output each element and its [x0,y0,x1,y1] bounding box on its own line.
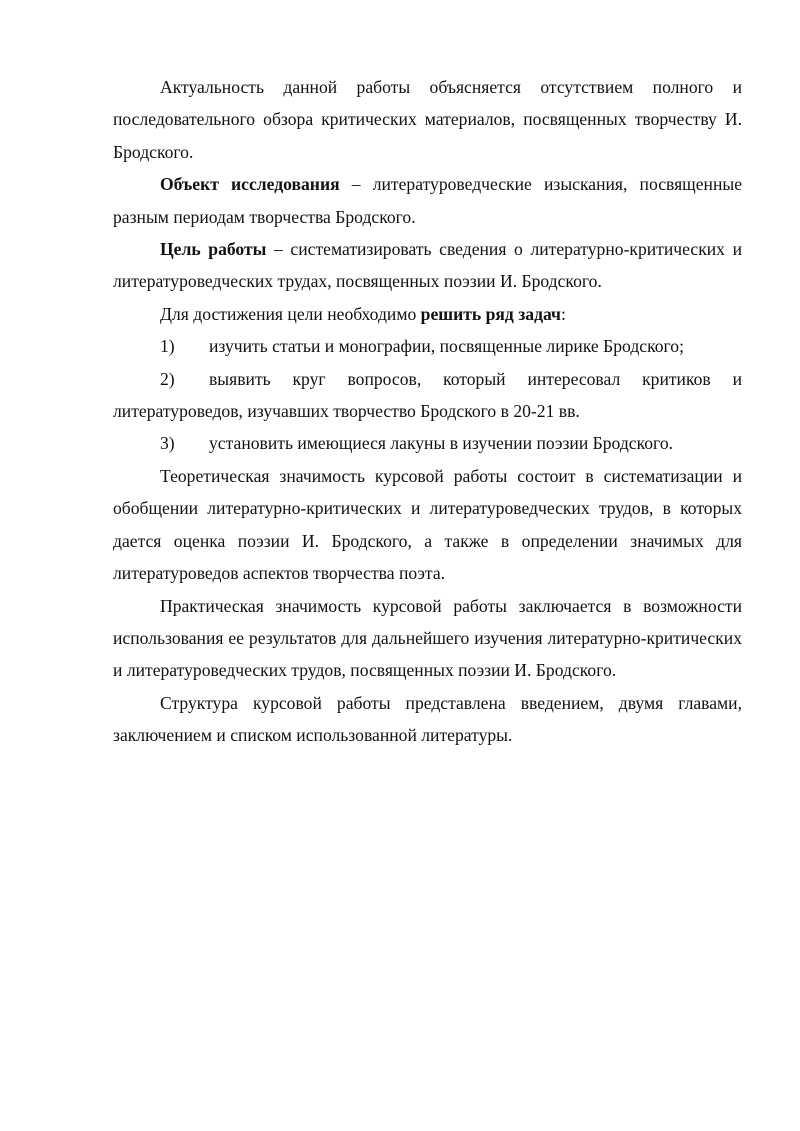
task-number: 1) [160,336,175,357]
tasks-intro-paragraph [113,298,742,330]
task-number: 3) [160,433,175,454]
task-item-1 [113,330,742,362]
task-text: выявить круг вопросов, который интересовал критиков и литературоведов, изучавших творчество Бродского в 20-21 вв. [113,368,742,422]
tasks-intro-text: Для достижения цели необходимо [160,303,421,324]
object-text: – литературоведческие изыскания, посвященные разным периодам творчества Бродского. [113,174,743,227]
goal-paragraph [113,233,742,298]
document-body [113,71,742,752]
tasks-intro-suffix: : [560,303,566,324]
structure-paragraph: Структура курсовой работы представлена введением, двумя главами, заключением и списком использованной литературы. [113,692,742,746]
object-label: Объект исследования [160,174,340,195]
task-text: установить имеющиеся лакуны в изучении поэзии Бродского. [209,433,674,454]
relevance-paragraph: Актуальность данной работы объясняется отсутствием полного и последовательного обзора критических материалов, посвященных творчеству И. Бродского. [113,77,742,162]
theoretical-paragraph: Теоретическая значимость курсовой работы состоит в систематизации и обобщении литературно-критических и литературоведческих трудов, в которых дается оценка поэзии И. Бродского, а также в определении значимых для литературоведов аспектов творчества поэта. [113,465,742,584]
task-number: 2) [160,368,175,389]
task-item-3 [113,427,742,459]
goal-text: – систематизировать сведения о литературно-критических и литературоведческих трудах, посвященных поэзии И. Бродского. [113,239,742,292]
goal-label: Цель работы [160,239,267,260]
task-text: изучить статьи и монографии, посвященные лирике Бродского; [209,336,684,357]
practical-paragraph: Практическая значимость курсовой работы заключается в возможности использования ее результатов для дальнейшего изучения литературно-критических и литературоведческих трудов, посвященных поэзии И. Бродского. [113,595,742,681]
task-item-2 [113,363,742,428]
tasks-intro-bold: решить ряд задач [420,303,561,324]
object-paragraph [113,168,742,233]
